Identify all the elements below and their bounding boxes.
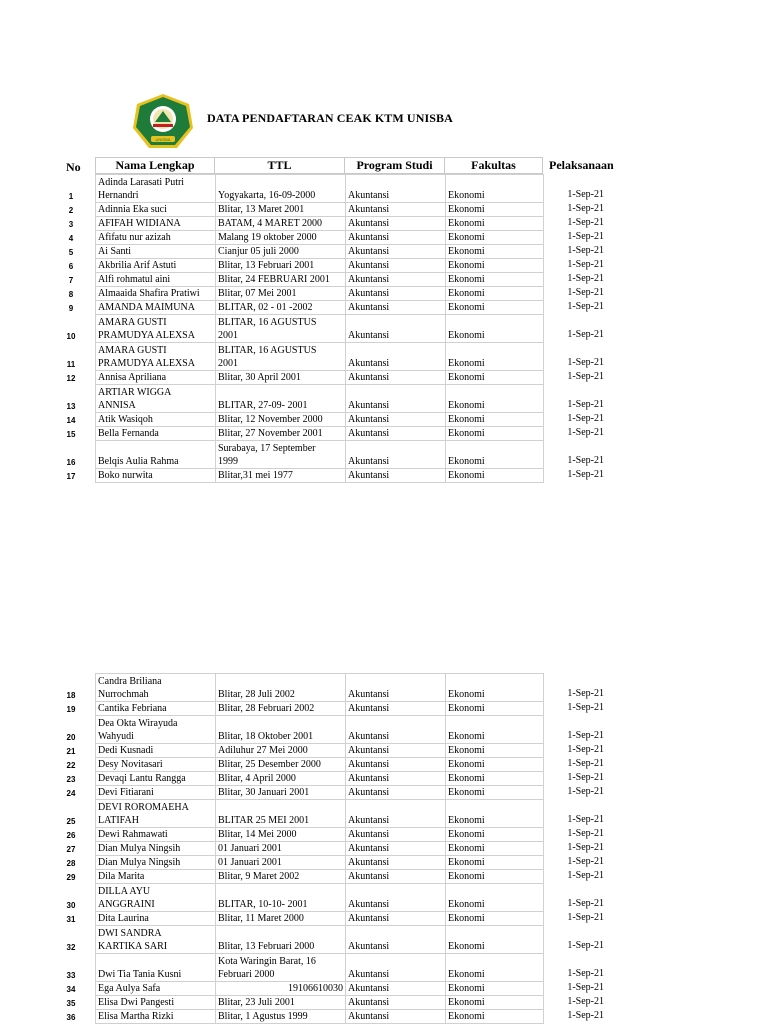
- cell-nama-lengkap: Annisa Apriliana: [96, 371, 216, 385]
- cell-ttl: Adiluhur 27 Mei 2000: [216, 744, 346, 758]
- table-row: [96, 287, 544, 301]
- cell-nama-lengkap: Dian Mulya Ningsih: [96, 856, 216, 870]
- cell-program-studi: Akuntansi: [346, 744, 446, 758]
- cell-ttl: 01 Januari 2001: [216, 856, 346, 870]
- registration-table-page-2: [95, 673, 544, 1024]
- cell-fakultas: Ekonomi: [446, 674, 544, 702]
- cell-program-studi: Akuntansi: [346, 870, 446, 884]
- cell-nama-lengkap: Dwi Tia Tania Kusni: [96, 954, 216, 982]
- table-row: [96, 856, 544, 870]
- row-number: 14: [66, 416, 76, 425]
- cell-program-studi: Akuntansi: [346, 371, 446, 385]
- cell-nama-lengkap: Atik Wasiqoh: [96, 413, 216, 427]
- cell-fakultas: Ekonomi: [446, 842, 544, 856]
- table-row: [96, 175, 544, 203]
- cell-ttl: BLITAR, 10-10- 2001: [216, 884, 346, 912]
- cell-pelaksanaan: 1-Sep-21: [567, 772, 604, 783]
- cell-ttl: Blitar, 28 Februari 2002: [216, 702, 346, 716]
- table-row: [96, 427, 544, 441]
- cell-fakultas: Ekonomi: [446, 301, 544, 315]
- table-row: [96, 744, 544, 758]
- cell-ttl: Blitar, 9 Maret 2002: [216, 870, 346, 884]
- row-number: 23: [66, 775, 76, 784]
- cell-pelaksanaan: 1-Sep-21: [567, 259, 604, 270]
- cell-fakultas: Ekonomi: [446, 828, 544, 842]
- cell-ttl: Blitar, 30 Januari 2001: [216, 786, 346, 800]
- cell-nama-lengkap: DWI SANDRA KARTIKA SARI: [96, 926, 216, 954]
- header-program-studi: Program Studi: [344, 157, 445, 174]
- university-crest-logo: [131, 92, 195, 152]
- cell-pelaksanaan: 1-Sep-21: [567, 189, 604, 200]
- cell-pelaksanaan: 1-Sep-21: [567, 996, 604, 1007]
- cell-ttl: Blitar, 1 Agustus 1999: [216, 1010, 346, 1024]
- cell-program-studi: Akuntansi: [346, 828, 446, 842]
- cell-pelaksanaan: 1-Sep-21: [567, 702, 604, 713]
- row-number: 13: [66, 402, 76, 411]
- cell-fakultas: Ekonomi: [446, 982, 544, 996]
- header-nama: Nama Lengkap: [95, 157, 215, 174]
- cell-fakultas: Ekonomi: [446, 427, 544, 441]
- cell-program-studi: Akuntansi: [346, 301, 446, 315]
- cell-ttl: Blitar, 25 Desember 2000: [216, 758, 346, 772]
- cell-fakultas: Ekonomi: [446, 926, 544, 954]
- cell-nama-lengkap: Dedi Kusnadi: [96, 744, 216, 758]
- cell-program-studi: Akuntansi: [346, 926, 446, 954]
- cell-fakultas: Ekonomi: [446, 413, 544, 427]
- cell-pelaksanaan: 1-Sep-21: [567, 982, 604, 993]
- cell-program-studi: Akuntansi: [346, 231, 446, 245]
- cell-ttl: Blitar,31 mei 1977: [216, 469, 346, 483]
- row-number: 10: [66, 332, 76, 341]
- cell-program-studi: Akuntansi: [346, 385, 446, 413]
- cell-ttl: BLITAR, 27-09- 2001: [216, 385, 346, 413]
- cell-fakultas: Ekonomi: [446, 231, 544, 245]
- cell-program-studi: Akuntansi: [346, 856, 446, 870]
- table-row: [96, 203, 544, 217]
- cell-program-studi: Akuntansi: [346, 273, 446, 287]
- cell-nama-lengkap: Ai Santi: [96, 245, 216, 259]
- cell-fakultas: Ekonomi: [446, 273, 544, 287]
- cell-ttl: Blitar, 12 November 2000: [216, 413, 346, 427]
- row-number: 6: [68, 262, 74, 271]
- cell-program-studi: Akuntansi: [346, 413, 446, 427]
- cell-fakultas: Ekonomi: [446, 870, 544, 884]
- row-number: 24: [66, 789, 76, 798]
- row-number: 26: [66, 831, 76, 840]
- cell-nama-lengkap: Dita Laurina: [96, 912, 216, 926]
- row-number: 22: [66, 761, 76, 770]
- table-row: [96, 996, 544, 1010]
- cell-program-studi: Akuntansi: [346, 175, 446, 203]
- cell-nama-lengkap: Adinnia Eka suci: [96, 203, 216, 217]
- table-row: [96, 245, 544, 259]
- header-pelaksanaan: Pelaksanaan: [549, 158, 614, 172]
- cell-fakultas: Ekonomi: [446, 315, 544, 343]
- cell-nama-lengkap: Almaaida Shafira Pratiwi: [96, 287, 216, 301]
- table-row: [96, 343, 544, 371]
- cell-ttl: 01 Januari 2001: [216, 842, 346, 856]
- cell-fakultas: Ekonomi: [446, 800, 544, 828]
- cell-nama-lengkap: Elisa Martha Rizki: [96, 1010, 216, 1024]
- cell-program-studi: Akuntansi: [346, 315, 446, 343]
- cell-nama-lengkap: Cantika Febriana: [96, 702, 216, 716]
- table-row: [96, 441, 544, 469]
- header-fakultas: Fakultas: [444, 157, 543, 174]
- cell-fakultas: Ekonomi: [446, 203, 544, 217]
- cell-fakultas: Ekonomi: [446, 287, 544, 301]
- row-number: 18: [66, 691, 76, 700]
- cell-pelaksanaan: 1-Sep-21: [567, 413, 604, 424]
- table-row: [96, 912, 544, 926]
- table-row: [96, 217, 544, 231]
- cell-program-studi: Akuntansi: [346, 674, 446, 702]
- table-row: [96, 371, 544, 385]
- row-number: 20: [66, 733, 76, 742]
- cell-pelaksanaan: 1-Sep-21: [567, 427, 604, 438]
- cell-fakultas: Ekonomi: [446, 217, 544, 231]
- cell-program-studi: Akuntansi: [346, 800, 446, 828]
- table-row: [96, 702, 544, 716]
- table-row: [96, 954, 544, 982]
- row-number: 3: [68, 220, 74, 229]
- cell-pelaksanaan: 1-Sep-21: [567, 301, 604, 312]
- cell-nama-lengkap: Dea Okta Wirayuda Wahyudi: [96, 716, 216, 744]
- cell-program-studi: Akuntansi: [346, 245, 446, 259]
- cell-fakultas: Ekonomi: [446, 856, 544, 870]
- cell-program-studi: Akuntansi: [346, 884, 446, 912]
- row-number: 31: [66, 915, 76, 924]
- cell-program-studi: Akuntansi: [346, 842, 446, 856]
- cell-pelaksanaan: 1-Sep-21: [567, 371, 604, 382]
- cell-program-studi: Akuntansi: [346, 441, 446, 469]
- cell-program-studi: Akuntansi: [346, 427, 446, 441]
- cell-program-studi: Akuntansi: [346, 1010, 446, 1024]
- cell-ttl: Blitar, 13 Maret 2001: [216, 203, 346, 217]
- cell-program-studi: Akuntansi: [346, 287, 446, 301]
- row-number: 27: [66, 845, 76, 854]
- cell-nama-lengkap: Desy Novitasari: [96, 758, 216, 772]
- cell-nama-lengkap: Adinda Larasati Putri Hernandri: [96, 175, 216, 203]
- cell-pelaksanaan: 1-Sep-21: [567, 688, 604, 699]
- cell-pelaksanaan: 1-Sep-21: [567, 870, 604, 881]
- cell-pelaksanaan: 1-Sep-21: [567, 231, 604, 242]
- row-number: 12: [66, 374, 76, 383]
- cell-ttl: Cianjur 05 juli 2000: [216, 245, 346, 259]
- cell-fakultas: Ekonomi: [446, 385, 544, 413]
- row-number: 29: [66, 873, 76, 882]
- cell-program-studi: Akuntansi: [346, 203, 446, 217]
- cell-fakultas: Ekonomi: [446, 884, 544, 912]
- cell-pelaksanaan: 1-Sep-21: [567, 245, 604, 256]
- cell-fakultas: Ekonomi: [446, 371, 544, 385]
- row-number: 32: [66, 943, 76, 952]
- cell-fakultas: Ekonomi: [446, 758, 544, 772]
- svg-text:UNISBA: UNISBA: [155, 137, 171, 142]
- cell-program-studi: Akuntansi: [346, 772, 446, 786]
- cell-pelaksanaan: 1-Sep-21: [567, 287, 604, 298]
- table-row: [96, 842, 544, 856]
- cell-fakultas: Ekonomi: [446, 441, 544, 469]
- cell-ttl: Surabaya, 17 September 1999: [216, 441, 346, 469]
- cell-nama-lengkap: Devi Fitiarani: [96, 786, 216, 800]
- registration-table-page-1: [95, 174, 544, 483]
- row-number: 16: [66, 458, 76, 467]
- cell-ttl: Kota Waringin Barat, 16 Februari 2000: [216, 954, 346, 982]
- cell-ttl: Blitar, 23 Juli 2001: [216, 996, 346, 1010]
- row-number: 8: [68, 290, 74, 299]
- cell-fakultas: Ekonomi: [446, 716, 544, 744]
- cell-nama-lengkap: AMARA GUSTI PRAMUDYA ALEXSA: [96, 343, 216, 371]
- cell-fakultas: Ekonomi: [446, 912, 544, 926]
- cell-nama-lengkap: ARTIAR WIGGA ANNISA: [96, 385, 216, 413]
- header-no: No: [66, 160, 81, 174]
- cell-pelaksanaan: 1-Sep-21: [567, 758, 604, 769]
- cell-nama-lengkap: AFIFAH WIDIANA: [96, 217, 216, 231]
- cell-program-studi: Akuntansi: [346, 217, 446, 231]
- cell-pelaksanaan: 1-Sep-21: [567, 898, 604, 909]
- cell-fakultas: Ekonomi: [446, 786, 544, 800]
- table-row: [96, 716, 544, 744]
- cell-ttl: Blitar, 24 FEBRUARI 2001: [216, 273, 346, 287]
- cell-program-studi: Akuntansi: [346, 702, 446, 716]
- cell-ttl: 19106610030: [216, 982, 346, 996]
- cell-fakultas: Ekonomi: [446, 996, 544, 1010]
- row-number: 30: [66, 901, 76, 910]
- cell-pelaksanaan: 1-Sep-21: [567, 455, 604, 466]
- cell-ttl: Yogyakarta, 16-09-2000: [216, 175, 346, 203]
- cell-nama-lengkap: Dewi Rahmawati: [96, 828, 216, 842]
- cell-program-studi: Akuntansi: [346, 954, 446, 982]
- cell-ttl: BLITAR, 02 - 01 -2002: [216, 301, 346, 315]
- cell-fakultas: Ekonomi: [446, 245, 544, 259]
- cell-pelaksanaan: 1-Sep-21: [567, 1010, 604, 1021]
- table-row: [96, 1010, 544, 1024]
- row-number: 5: [68, 248, 74, 257]
- table-row: [96, 259, 544, 273]
- cell-fakultas: Ekonomi: [446, 744, 544, 758]
- cell-nama-lengkap: Devaqi Lantu Rangga: [96, 772, 216, 786]
- cell-fakultas: Ekonomi: [446, 469, 544, 483]
- cell-program-studi: Akuntansi: [346, 259, 446, 273]
- cell-fakultas: Ekonomi: [446, 702, 544, 716]
- table-row: [96, 385, 544, 413]
- cell-ttl: Blitar, 13 Februari 2000: [216, 926, 346, 954]
- table-row: [96, 800, 544, 828]
- cell-pelaksanaan: 1-Sep-21: [567, 856, 604, 867]
- cell-ttl: Blitar, 13 Februari 2001: [216, 259, 346, 273]
- row-number: 1: [68, 192, 74, 201]
- cell-program-studi: Akuntansi: [346, 716, 446, 744]
- table-row: [96, 786, 544, 800]
- cell-nama-lengkap: Dila Marita: [96, 870, 216, 884]
- cell-ttl: BLITAR 25 MEI 2001: [216, 800, 346, 828]
- cell-nama-lengkap: Alfi rohmatul aini: [96, 273, 216, 287]
- row-number: 15: [66, 430, 76, 439]
- cell-program-studi: Akuntansi: [346, 786, 446, 800]
- cell-nama-lengkap: Belqis Aulia Rahma: [96, 441, 216, 469]
- table-row: [96, 231, 544, 245]
- cell-nama-lengkap: Ega Aulya Safa: [96, 982, 216, 996]
- cell-pelaksanaan: 1-Sep-21: [567, 730, 604, 741]
- cell-pelaksanaan: 1-Sep-21: [567, 786, 604, 797]
- row-number: 36: [66, 1013, 76, 1022]
- cell-pelaksanaan: 1-Sep-21: [567, 828, 604, 839]
- cell-pelaksanaan: 1-Sep-21: [567, 744, 604, 755]
- cell-pelaksanaan: 1-Sep-21: [567, 469, 604, 480]
- cell-nama-lengkap: Boko nurwita: [96, 469, 216, 483]
- cell-pelaksanaan: 1-Sep-21: [567, 273, 604, 284]
- row-number: 21: [66, 747, 76, 756]
- cell-pelaksanaan: 1-Sep-21: [567, 842, 604, 853]
- cell-fakultas: Ekonomi: [446, 343, 544, 371]
- header-ttl: TTL: [214, 157, 345, 174]
- row-number: 19: [66, 705, 76, 714]
- cell-ttl: Blitar, 28 Juli 2002: [216, 674, 346, 702]
- table-row: [96, 982, 544, 996]
- row-number: 33: [66, 971, 76, 980]
- cell-pelaksanaan: 1-Sep-21: [567, 814, 604, 825]
- cell-program-studi: Akuntansi: [346, 996, 446, 1010]
- cell-ttl: Blitar, 07 Mei 2001: [216, 287, 346, 301]
- cell-nama-lengkap: Akbrilia Arif Astuti: [96, 259, 216, 273]
- row-number: 34: [66, 985, 76, 994]
- cell-fakultas: Ekonomi: [446, 954, 544, 982]
- cell-ttl: Malang 19 oktober 2000: [216, 231, 346, 245]
- table-row: [96, 772, 544, 786]
- cell-program-studi: Akuntansi: [346, 982, 446, 996]
- row-number: 17: [66, 472, 76, 481]
- row-number: 2: [68, 206, 74, 215]
- table-row: [96, 674, 544, 702]
- cell-pelaksanaan: 1-Sep-21: [567, 203, 604, 214]
- cell-ttl: Blitar, 30 April 2001: [216, 371, 346, 385]
- table-row: [96, 301, 544, 315]
- cell-ttl: Blitar, 4 April 2000: [216, 772, 346, 786]
- cell-program-studi: Akuntansi: [346, 758, 446, 772]
- cell-ttl: BLITAR, 16 AGUSTUS 2001: [216, 343, 346, 371]
- cell-program-studi: Akuntansi: [346, 912, 446, 926]
- cell-pelaksanaan: 1-Sep-21: [567, 912, 604, 923]
- table-row: [96, 315, 544, 343]
- cell-nama-lengkap: Dian Mulya Ningsih: [96, 842, 216, 856]
- table-row: [96, 926, 544, 954]
- cell-program-studi: Akuntansi: [346, 469, 446, 483]
- cell-ttl: Blitar, 11 Maret 2000: [216, 912, 346, 926]
- table-row: [96, 469, 544, 483]
- cell-fakultas: Ekonomi: [446, 1010, 544, 1024]
- cell-pelaksanaan: 1-Sep-21: [567, 217, 604, 228]
- cell-pelaksanaan: 1-Sep-21: [567, 399, 604, 410]
- cell-ttl: BATAM, 4 MARET 2000: [216, 217, 346, 231]
- cell-nama-lengkap: Elisa Dwi Pangesti: [96, 996, 216, 1010]
- row-number: 9: [68, 304, 74, 313]
- cell-ttl: Blitar, 14 Mei 2000: [216, 828, 346, 842]
- row-number: 7: [68, 276, 74, 285]
- cell-program-studi: Akuntansi: [346, 343, 446, 371]
- row-number: 11: [66, 360, 76, 369]
- table-row: [96, 273, 544, 287]
- cell-pelaksanaan: 1-Sep-21: [567, 329, 604, 340]
- cell-nama-lengkap: Afifatu nur azizah: [96, 231, 216, 245]
- cell-fakultas: Ekonomi: [446, 259, 544, 273]
- table-row: [96, 884, 544, 912]
- cell-fakultas: Ekonomi: [446, 772, 544, 786]
- row-number: 28: [66, 859, 76, 868]
- cell-fakultas: Ekonomi: [446, 175, 544, 203]
- row-number: 25: [66, 817, 76, 826]
- cell-pelaksanaan: 1-Sep-21: [567, 968, 604, 979]
- cell-nama-lengkap: Bella Fernanda: [96, 427, 216, 441]
- cell-pelaksanaan: 1-Sep-21: [567, 940, 604, 951]
- cell-pelaksanaan: 1-Sep-21: [567, 357, 604, 368]
- cell-nama-lengkap: Candra Briliana Nurrochmah: [96, 674, 216, 702]
- table-row: [96, 828, 544, 842]
- cell-nama-lengkap: AMARA GUSTI PRAMUDYA ALEXSA: [96, 315, 216, 343]
- table-row: [96, 758, 544, 772]
- row-number: 35: [66, 999, 76, 1008]
- cell-nama-lengkap: DEVI ROROMAEHA LATIFAH: [96, 800, 216, 828]
- cell-ttl: Blitar, 27 November 2001: [216, 427, 346, 441]
- cell-ttl: BLITAR, 16 AGUSTUS 2001: [216, 315, 346, 343]
- document-title: DATA PENDAFTARAN CEAK KTM UNISBA: [207, 111, 453, 125]
- row-number: 4: [68, 234, 74, 243]
- cell-ttl: Blitar, 18 Oktober 2001: [216, 716, 346, 744]
- cell-nama-lengkap: DILLA AYU ANGGRAINI: [96, 884, 216, 912]
- table-row: [96, 413, 544, 427]
- cell-nama-lengkap: AMANDA MAIMUNA: [96, 301, 216, 315]
- table-row: [96, 870, 544, 884]
